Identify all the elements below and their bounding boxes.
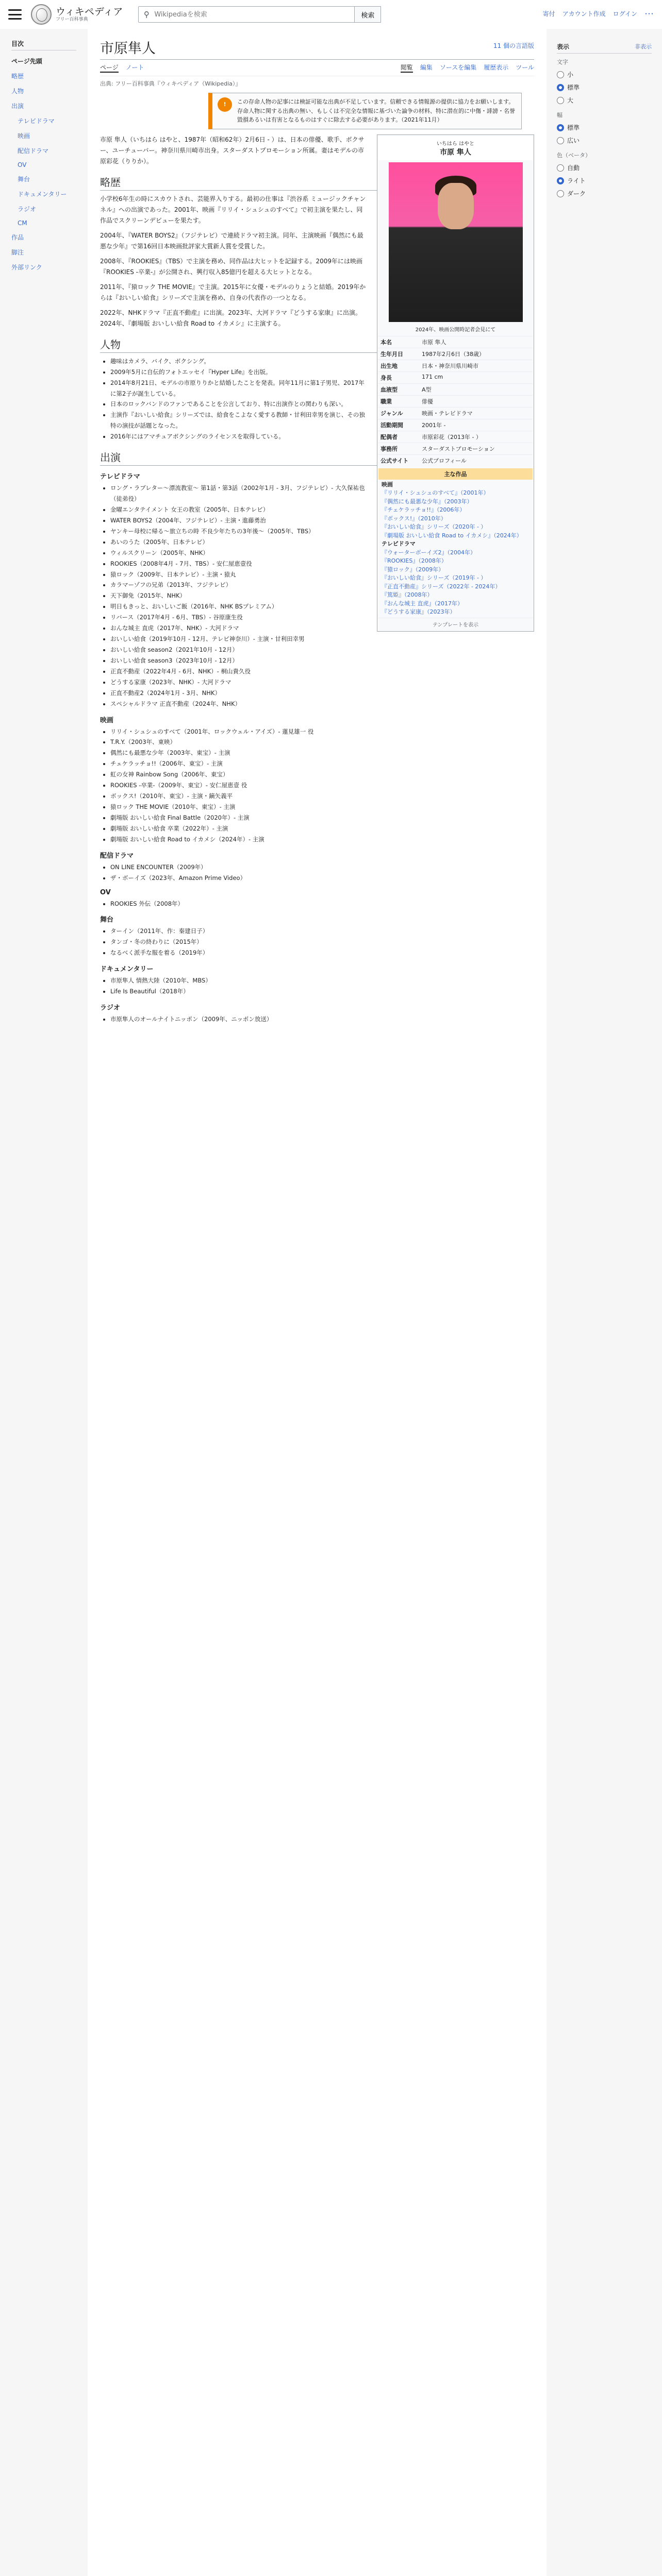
toc-item[interactable]: OV xyxy=(18,161,27,168)
toc-sidebar xyxy=(0,29,82,275)
career-paragraph: 小学校6年生の時にスカウトされ、芸能界入りする。最初の仕事は『渋谷系 ミュージックチャンネル』への出演であった。2001年、映画『リリイ・シュシュのすべて』で初主演を果たし、同作品でスクリーンデビューを果たす。 xyxy=(100,195,366,224)
infobox-value: A型 xyxy=(422,386,432,393)
namespace-tabs xyxy=(100,63,144,73)
tab-view[interactable]: ツール xyxy=(516,64,534,71)
list-item: • ターイン（2011年、作：秦建日子） xyxy=(110,926,534,937)
toc-title-label: 目次 xyxy=(11,40,24,47)
list-item: • 虹の女神 Rainbow Song（2006年、東宝） xyxy=(110,769,534,780)
infobox-value: 市原 隼人 xyxy=(422,338,446,346)
list-item: • おいしい給食（2019年10月 - 12月、テレビ神奈川）- 主演・甘利田幸男 xyxy=(110,634,534,645)
infobox-row xyxy=(378,348,533,360)
radio-circle-icon xyxy=(557,190,564,197)
tab-view[interactable]: 編集 xyxy=(420,64,433,71)
career-paragraph: 2022年、NHKドラマ『正直不動産』に出演。2023年、大河ドラマ『どうする家康』に出演。2024年、『劇場版 おいしい給食 Road to イカメシ』に主演する。 xyxy=(100,309,361,327)
infobox-value: 俳優 xyxy=(422,398,433,405)
list-item: • 主演作『おいしい給食』シリーズでは、給食をこよなく愛する教師・甘利田幸男を演じ、その独特の演技が話題となった。 xyxy=(110,410,534,431)
infobox-name: 市原 隼人 xyxy=(440,148,471,157)
works-item[interactable]: 『おいしい給食』シリーズ（2019年 - ） xyxy=(382,574,487,582)
subsection-doc: ドキュメンタリー xyxy=(100,965,154,974)
works-item[interactable]: 『篤姫』（2008年） xyxy=(382,591,433,599)
list-item: • 天下御免（2015年、NHK） xyxy=(110,590,534,601)
toc-title xyxy=(11,39,76,50)
infobox-row xyxy=(378,395,533,407)
radio-option[interactable] xyxy=(557,68,652,81)
radio-label: 標準 xyxy=(567,124,580,131)
subsection-radio: ラジオ xyxy=(100,1004,121,1012)
radio-circle-icon xyxy=(557,124,564,131)
career-paragraph: 2008年、『ROOKIES』（TBS）で主演を務め、同作品は大ヒットを記録する。2009年には映画『ROOKIES -卒業-』が公開され、興行収入85億円を超える大ヒットとなる。 xyxy=(100,257,363,276)
appearance-hide-button[interactable]: 非表示 xyxy=(635,43,652,50)
infobox-row xyxy=(378,419,533,431)
radio-circle-icon xyxy=(557,97,564,104)
infobox-key: 身長 xyxy=(380,374,392,381)
infobox-value: 日本・神奈川県川崎市 xyxy=(422,362,478,369)
toc-item[interactable]: ドキュメンタリー xyxy=(18,191,67,198)
subsection-tv: テレビドラマ xyxy=(100,473,140,481)
list-item: • ヤンキー母校に帰る〜旅立ちの時 不良少年たちの3年後〜（2005年、TBS） xyxy=(110,526,534,537)
infobox-value: 171 cm xyxy=(422,373,443,380)
radio-option[interactable] xyxy=(557,134,652,147)
personal-tools xyxy=(543,9,654,18)
stage-list xyxy=(100,926,534,958)
list-item: • 正直不動産2（2024年1月 - 3月、NHK） xyxy=(110,688,534,699)
infobox-row xyxy=(378,336,533,348)
subsection-stage: 舞台 xyxy=(100,916,114,924)
infobox-ruby: いちはら はやと xyxy=(436,141,475,147)
lead-paragraph: 市原 隼人（いちはら はやと、1987年（昭和62年）2月6日 - ）は、日本の俳優、歌手、ボクサー、ユーチューバー。神奈川県川崎市出身。スターダストプロモーション所属。妻はモデルの市原彩花（りりか）。 xyxy=(100,135,365,165)
radio-circle-icon xyxy=(557,177,564,184)
infobox-row xyxy=(378,407,533,419)
toc-item[interactable]: 外部リンク xyxy=(11,264,42,271)
works-header: 主な作品 xyxy=(378,468,533,480)
appearance-title xyxy=(557,42,652,54)
infobox-key: ジャンル xyxy=(380,410,403,417)
works-item[interactable]: 『偶然にも最悪な少年』（2003年） xyxy=(382,498,473,505)
toc-item[interactable]: 人物 xyxy=(11,88,24,95)
radio-label: 標準 xyxy=(567,84,580,91)
list-item: • 市原隼人 情熱大陸（2010年、MBS） xyxy=(110,975,534,986)
appearance-title-text: 表示 xyxy=(557,43,570,50)
infobox-value: 2001年 - xyxy=(422,421,446,429)
appearance-panel xyxy=(553,29,656,208)
works-item[interactable]: 『ウォーターボーイズ2』（2004年） xyxy=(382,549,476,556)
toc-item[interactable]: ラジオ xyxy=(18,206,37,213)
infobox-value: 公式プロフィール xyxy=(422,457,467,464)
career-paragraph: 2011年、『猿ロック THE MOVIE』で主演。2015年に女優・モデルのりょうと結婚。2019年からは『おいしい給食』シリーズで主演を務め、自身の代表作の一つとなる。 xyxy=(100,283,366,301)
radio-option[interactable] xyxy=(557,187,652,200)
list-item: • 金曜エンタテイメント 女王の教室（2005年、日本テレビ） xyxy=(110,504,534,515)
toc-item[interactable]: CM xyxy=(18,219,27,227)
list-item: • 明日もきっと、おいしいご飯（2016年、NHK BSプレミアム） xyxy=(110,601,534,612)
infobox-header xyxy=(378,136,533,160)
works-item[interactable]: 『おいしい給食』シリーズ（2020年 - ） xyxy=(382,523,487,531)
site-name: ウィキペディア xyxy=(56,6,123,18)
section-career: 略歴 xyxy=(100,174,534,191)
infobox-row xyxy=(378,454,533,466)
infobox-value: 映画・テレビドラマ xyxy=(422,410,473,417)
list-item: • 猿ロック THE MOVIE（2010年、東宝）- 主演 xyxy=(110,802,534,812)
list-item: • 劇場版 おいしい給食 卒業（2022年）- 主演 xyxy=(110,823,534,834)
list-item: • 2016年にはアマチュアボクシングのライセンスを取得している。 xyxy=(110,431,534,442)
list-item: • 劇場版 おいしい給食 Final Battle（2020年）- 主演 xyxy=(110,812,534,823)
list-item: • おんな城主 直虎（2017年、NHK）- 大河ドラマ xyxy=(110,623,534,634)
works-item[interactable]: 『おんな城主 直虎』（2017年） xyxy=(382,600,463,607)
list-item: • ボックス!（2010年、東宝）- 主演・鏑矢義平 xyxy=(110,791,534,802)
movie-list xyxy=(100,726,534,845)
radio-label: 小 xyxy=(567,71,574,78)
toc-item[interactable]: 舞台 xyxy=(18,176,30,183)
tab-view[interactable]: ソースを編集 xyxy=(439,64,477,71)
list-item: • 正直不動産（2022年4月 - 6月、NHK）- 桐山貴久役 xyxy=(110,666,534,677)
toc-item[interactable]: 出演 xyxy=(11,103,24,110)
list-item: • T.R.Y.（2003年、東映） xyxy=(110,737,534,748)
text-size-label: 文字 xyxy=(557,59,568,65)
search-box xyxy=(138,6,355,23)
works-item[interactable]: 『ボックス!』（2010年） xyxy=(382,515,446,522)
radio-option[interactable] xyxy=(557,94,652,107)
list-item: • あいのうた（2005年、日本テレビ） xyxy=(110,537,534,548)
list-item: • どうする家康（2023年、NHK）- 大河ドラマ xyxy=(110,677,534,688)
infobox-row xyxy=(378,360,533,371)
doc-list xyxy=(100,975,534,997)
list-item: • 趣味はカメラ、バイク、ボクシング。 xyxy=(110,356,534,367)
view-tabs xyxy=(401,63,534,73)
career-paragraph: 2004年、『WATER BOYS2』（フジテレビ）で連続ドラマ初主演。同年、主演映画『偶然にも最悪な少年』で第16回日本映画批評家大賞新人賞を受賞した。 xyxy=(100,231,363,250)
list-item: • 猿ロック（2009年、日本テレビ）- 主演・猿丸 xyxy=(110,569,534,580)
list-item: • リバース（2017年4月 - 6月、TBS）- 谷原康生役 xyxy=(110,612,534,623)
color-label: 色（ベータ） xyxy=(557,152,591,159)
width-label: 幅 xyxy=(557,112,562,118)
infobox-key: 活動期間 xyxy=(380,421,403,429)
infobox-row xyxy=(378,371,533,383)
list-item: • リリイ・シュシュのすべて（2001年、ロックウェル・アイズ）- 蓮見雄一 役 xyxy=(110,726,534,737)
toc-item[interactable]: テレビドラマ xyxy=(18,117,55,125)
list-item: • 偶然にも最悪な少年（2003年、東宝）- 主演 xyxy=(110,748,534,758)
radio-label: 大 xyxy=(567,97,574,104)
infobox-key: 血液型 xyxy=(380,386,398,393)
list-item: • WATER BOYS2（2004年、フジテレビ）- 主演・進藤勇治 xyxy=(110,515,534,526)
infobox-row xyxy=(378,383,533,395)
wikipedia-globe-icon xyxy=(31,4,52,25)
subsection-movie: 映画 xyxy=(100,716,114,724)
radio-label: 広い xyxy=(567,137,580,144)
tab-view[interactable]: 履歴表示 xyxy=(484,64,509,71)
language-button[interactable]: 11 個の言語版 xyxy=(493,42,534,49)
list-item: • おいしい給食 season3（2023年10月 - 12月） xyxy=(110,655,534,666)
search-button[interactable]: 検索 xyxy=(354,6,381,23)
list-item: • チェケラッチョ!!（2006年、東宝）- 主演 xyxy=(110,758,534,769)
infobox-key: 公式サイト xyxy=(380,457,409,464)
page-title-text: 市原隼人 xyxy=(100,41,156,56)
infobox-key: 生年月日 xyxy=(380,350,403,358)
infobox-key: 本名 xyxy=(380,338,392,346)
page-title xyxy=(100,37,534,60)
infobox-value: 1987年2月6日（38歳） xyxy=(422,350,485,358)
list-item: • カラマーゾフの兄弟（2013年、フジテレビ） xyxy=(110,580,534,590)
list-item: • ROOKIES（2008年4月 - 7月、TBS）- 安仁屋恵壹役 xyxy=(110,558,534,569)
list-item: • ROOKIES 外伝（2008年） xyxy=(110,899,534,909)
radio-option[interactable] xyxy=(557,81,652,94)
list-item: • 劇場版 おいしい給食 Road to イカメシ（2024年）- 主演 xyxy=(110,834,534,845)
toc-item[interactable]: 作品 xyxy=(11,234,24,241)
template-link[interactable]: テンプレートを表示 xyxy=(378,618,533,630)
infobox-value: 市原彩花（2013年 - ） xyxy=(422,433,482,440)
list-item: • Life Is Beautiful（2018年） xyxy=(110,986,534,997)
tab-namespace[interactable]: ノート xyxy=(125,64,144,71)
search-icon: ⚲ xyxy=(143,10,150,19)
works-section: 映画 xyxy=(382,481,393,488)
web-list xyxy=(100,862,534,884)
radio-list xyxy=(100,1014,534,1025)
works-item[interactable]: 『劇場版 おいしい給食 Road to イカメシ』（2024年） xyxy=(382,532,522,539)
color-options xyxy=(557,161,652,200)
list-item: • 日本のロックバンドのファンであることを公言しており、特に出演作との関わりも深い。 xyxy=(110,399,534,410)
toc-item[interactable]: ページ先頭 xyxy=(11,58,42,65)
infobox-key: 職業 xyxy=(380,398,392,405)
main-content xyxy=(88,29,547,2576)
maintenance-notice xyxy=(208,93,522,129)
toc-item[interactable]: 映画 xyxy=(18,132,30,140)
list-item: • ウィルスクリーン（2005年、NHK） xyxy=(110,548,534,558)
site-logo[interactable] xyxy=(31,4,123,25)
infobox-key: 配偶者 xyxy=(380,433,398,440)
list-item: • 2014年8月21日、モデルの市原りりかと結婚したことを発表。同年11月に第1子男児、2017年に第2子が誕生している。 xyxy=(110,378,534,399)
infobox-key: 事務所 xyxy=(380,445,398,452)
list-item: • スペシャルドラマ 正直不動産（2024年、NHK） xyxy=(110,699,534,709)
works-item[interactable]: 『どうする家康』（2023年） xyxy=(382,608,456,616)
site-tagline: フリー百科事典 xyxy=(56,16,88,22)
list-item: • 市原隼人のオールナイトニッポン（2009年、ニッポン放送） xyxy=(110,1014,534,1025)
text-size-options xyxy=(557,68,652,107)
tab-namespace[interactable]: ページ xyxy=(100,63,119,73)
list-item: • ザ・ボーイズ（2023年、Amazon Prime Video） xyxy=(110,873,534,884)
works-item[interactable]: 『正直不動産』シリーズ（2022年 - 2024年） xyxy=(382,583,501,590)
infobox-key: 出生地 xyxy=(380,362,398,369)
radio-circle-icon xyxy=(557,164,564,172)
toc-list xyxy=(11,54,76,275)
list-item: • なるべく派手な服を着る（2019年） xyxy=(110,947,534,958)
list-item: • おいしい給食 season2（2021年10月 - 12月） xyxy=(110,645,534,655)
from-line: 出典: フリー百科事典『ウィキペディア（Wikipedia）』 xyxy=(100,80,241,87)
section-appear: 出演 xyxy=(100,449,534,466)
header-link[interactable]: アカウント作成 xyxy=(562,10,606,18)
toc-item[interactable]: 配信ドラマ xyxy=(18,147,49,155)
header-link[interactable]: 寄付 xyxy=(542,10,555,18)
list-item: • 2009年5月に自伝的フォトエッセイ『Hyper Life』を出版。 xyxy=(110,367,534,378)
section-person: 人物 xyxy=(100,336,534,353)
toc-item[interactable]: 略歴 xyxy=(11,73,24,80)
search-input[interactable] xyxy=(154,7,354,22)
toc-item[interactable]: 脚注 xyxy=(11,249,24,256)
width-options xyxy=(557,121,652,147)
list-item: • ROOKIES -卒業-（2009年、東宝）- 安仁屋恵壹 役 xyxy=(110,780,534,791)
portrait-image[interactable] xyxy=(389,162,523,322)
works-item[interactable]: 『猿ロック』（2009年） xyxy=(382,566,444,573)
radio-circle-icon xyxy=(557,71,564,78)
header-link[interactable]: ログイン xyxy=(613,10,637,18)
radio-label: ダーク xyxy=(567,190,586,197)
list-item: • ロング・ラブレター〜漂流教室〜 第1話・第3話（2002年1月 - 3月、フジテレビ）- 大久保祐也（徒弟役） xyxy=(110,483,534,504)
tab-view[interactable]: 閲覧 xyxy=(401,63,413,73)
notice-text: この存命人物の記事には検証可能な出典が不足しています。信頼できる情報源の提供に協力をお願いします。存命人物に関する出典の無い、もしくは不完全な情報に基づいた論争の材料、特に潜在的に中傷・誹謗・名誉毀損あるいは有害となるものはすぐに除去する必要があります。（2021年11月） xyxy=(237,98,515,124)
works-item[interactable]: 『チェケラッチョ!!』（2006年） xyxy=(382,506,466,514)
works-section: テレビドラマ xyxy=(382,540,416,548)
site-header xyxy=(0,0,662,29)
subsection-ov: OV xyxy=(100,888,111,896)
infobox-row xyxy=(378,431,533,443)
ov-list xyxy=(100,899,534,909)
subsection-web: 配信ドラマ xyxy=(100,852,134,860)
infobox xyxy=(377,134,534,632)
radio-option[interactable] xyxy=(557,121,652,134)
radio-option[interactable] xyxy=(557,161,652,174)
menu-icon[interactable] xyxy=(8,9,22,20)
infobox-row xyxy=(378,443,533,454)
infobox-value: スターダストプロモーション xyxy=(422,445,495,452)
works-item[interactable]: 『リリイ・シュシュのすべて』（2001年） xyxy=(382,489,489,497)
infobox-rows xyxy=(378,336,533,466)
page-tabs xyxy=(100,63,534,76)
list-item: • ON LINE ENCOUNTER（2009年） xyxy=(110,862,534,873)
portrait-caption: 2024年、映画公開時記者会見にて xyxy=(415,327,496,333)
warning-icon: ! xyxy=(218,97,232,112)
list-item: • タンゴ・冬の終わりに（2015年） xyxy=(110,937,534,947)
radio-circle-icon xyxy=(557,84,564,91)
works-item[interactable]: 『ROOKIES』（2008年） xyxy=(382,557,447,565)
works-list xyxy=(378,480,533,618)
radio-circle-icon xyxy=(557,137,564,144)
radio-option[interactable] xyxy=(557,174,652,187)
radio-label: 自動 xyxy=(567,164,580,172)
radio-label: ライト xyxy=(567,177,586,184)
header-link[interactable]: ･･･ xyxy=(644,10,654,18)
